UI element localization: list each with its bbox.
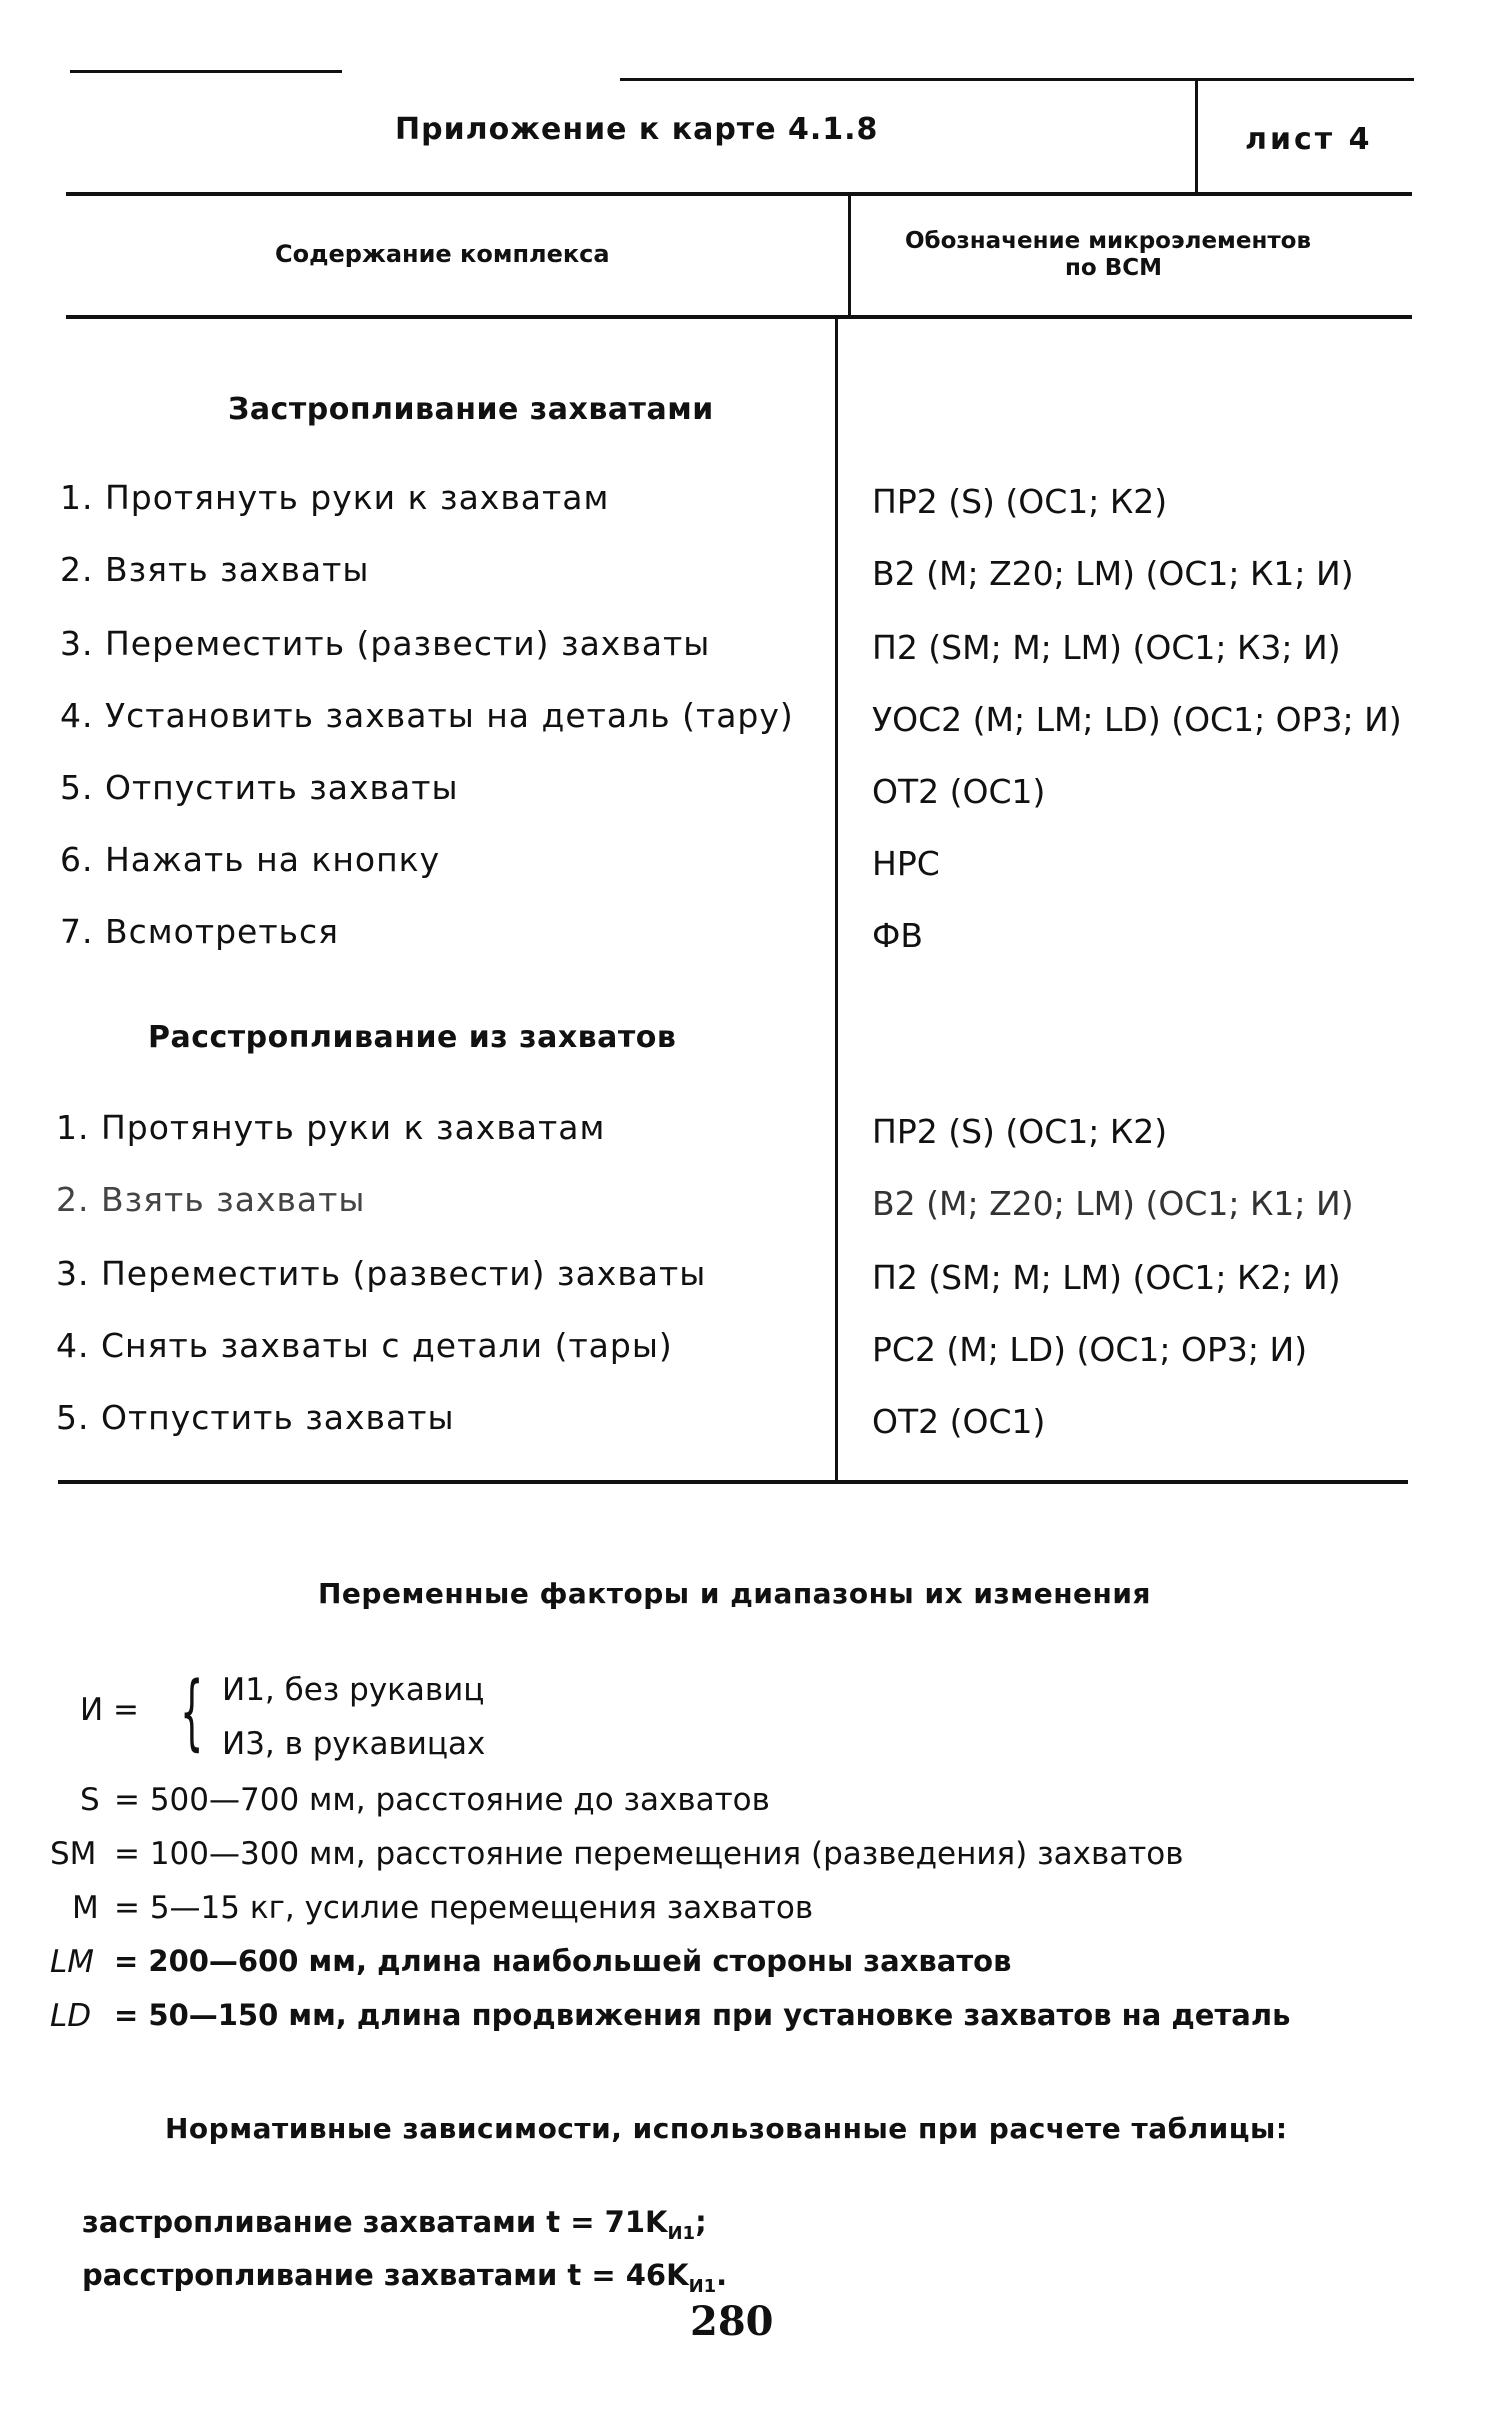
table-row-step: 7. Всмотреться: [60, 912, 339, 951]
variable-symbol: LD: [50, 1998, 92, 2034]
variable-symbol: S: [80, 1782, 100, 1818]
variable-text: = 200—600 мм, длина наибольшей стороны захватов: [114, 1944, 1012, 1978]
table-row-step: 4. Снять захваты с детали (тары): [56, 1326, 673, 1365]
table-row-step: 5. Отпустить захваты: [56, 1398, 455, 1437]
curly-brace-icon: {: [180, 1665, 204, 1760]
variable-symbol: LM: [50, 1944, 95, 1980]
table-row-code: ПР2 (S) (ОС1; К2): [872, 1112, 1168, 1151]
norms-line1: [82, 2205, 707, 2244]
top-rule-left: [70, 70, 342, 73]
table-row-step: 4. Установить захваты на деталь (тару): [60, 696, 794, 735]
norms-line2-sub: И1: [688, 2275, 717, 2297]
norms-line2-suffix: .: [716, 2258, 728, 2292]
table-row-code: В2 (M; Z20; LM) (ОС1; К1; И): [872, 554, 1354, 593]
col1-header: Содержание комплекса: [275, 240, 610, 268]
table-row-code: НРС: [872, 844, 940, 883]
variable-symbol: SM: [50, 1836, 97, 1872]
variable-i-option1: И1, без рукавиц: [222, 1672, 485, 1708]
table-row-step: 1. Протянуть руки к захватам: [56, 1108, 606, 1147]
table-row-code: УОС2 (M; LM; LD) (ОС1; ОР3; И): [872, 700, 1402, 739]
variable-symbol: M: [72, 1890, 99, 1926]
top-rule-right: [620, 78, 1414, 81]
sheet-label: лист 4: [1245, 122, 1373, 157]
table-row-step: 3. Переместить (развести) захваты: [56, 1254, 707, 1293]
column-divider: [848, 195, 851, 315]
table-row-code: П2 (SM; M; LM) (ОС1; К3; И): [872, 628, 1341, 667]
table-row-step: 1. Протянуть руки к захватам: [60, 478, 610, 517]
section-title-rasstroplivanie: Расстропливание из захватов: [148, 1020, 677, 1055]
variable-text: = 50—150 мм, длина продвижения при установке захватов на деталь: [114, 1998, 1291, 2032]
col2-header-line2: по ВСМ: [1065, 255, 1162, 281]
variables-title: Переменные факторы и диапазоны их изменения: [318, 1577, 1151, 1610]
table-row-code: ПР2 (S) (ОС1; К2): [872, 482, 1168, 521]
variable-text: = 100—300 мм, расстояние перемещения (разведения) захватов: [114, 1836, 1184, 1872]
section-title-zastroplivanie: Застропливание захватами: [228, 392, 714, 427]
table-row-code: ОТ2 (ОС1): [872, 772, 1046, 811]
col-header-bottom-rule: [66, 315, 1412, 319]
body-column-divider: [835, 318, 838, 1483]
norms-title: Нормативные зависимости, использованные при расчете таблицы:: [165, 2112, 1288, 2145]
table-row-step: 5. Отпустить захваты: [60, 768, 459, 807]
table-row-code: В2 (M; Z20; LM) (ОС1; К1; И): [872, 1184, 1354, 1223]
variable-text: = 5—15 кг, усилие перемещения захватов: [114, 1890, 814, 1926]
norms-line1-sub: И1: [667, 2222, 696, 2244]
table-row-step: 2. Взять захваты: [60, 550, 370, 589]
table-row-code: П2 (SM; M; LM) (ОС1; К2; И): [872, 1258, 1341, 1297]
page-number: 280: [690, 2298, 774, 2345]
table-bottom-rule: [58, 1480, 1408, 1484]
table-row-code: РС2 (M; LD) (ОС1; ОР3; И): [872, 1330, 1308, 1369]
variable-i-symbol: И =: [80, 1692, 140, 1728]
header-title: Приложение к карте 4.1.8: [395, 112, 879, 147]
header-bottom-rule: [66, 192, 1412, 196]
norms-line1-suffix: ;: [695, 2205, 707, 2239]
table-row-code: ФВ: [872, 916, 924, 955]
col2-header-line1: Обозначение микроэлементов: [905, 228, 1312, 254]
table-row-step: 6. Нажать на кнопку: [60, 840, 441, 879]
table-row-code: ОТ2 (ОС1): [872, 1402, 1046, 1441]
norms-line2-prefix: расстропливание захватами t = 46K: [82, 2258, 689, 2292]
table-row-step: 2. Взять захваты: [56, 1180, 366, 1219]
table-row-step: 3. Переместить (развести) захваты: [60, 624, 711, 663]
variable-i-option2: И3, в рукавицах: [222, 1726, 486, 1762]
norms-line2: [82, 2258, 727, 2297]
header-divider: [1195, 80, 1198, 195]
variable-text: = 500—700 мм, расстояние до захватов: [114, 1782, 770, 1818]
norms-line1-prefix: застропливание захватами t = 71K: [82, 2205, 668, 2239]
